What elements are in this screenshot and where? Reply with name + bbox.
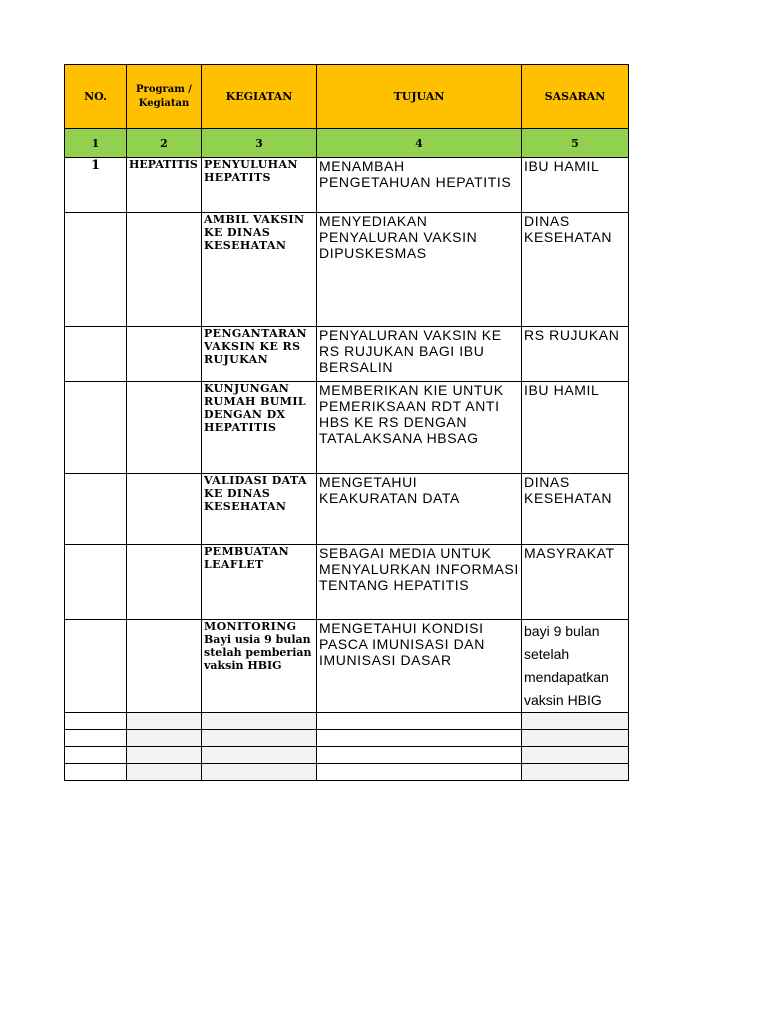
table-row [65, 158, 629, 213]
empty-cell [127, 713, 202, 730]
row-tujuan: MENYEDIAKAN PENYALURAN VAKSIN DIPUSKESMAS [317, 213, 522, 327]
column-number: 3 [202, 129, 317, 158]
row-kegiatan-title: MONITORING [204, 620, 297, 633]
row-sasaran: IBU HAMIL [522, 382, 629, 474]
table-row [65, 474, 629, 545]
row-sasaran: RS RUJUKAN [522, 327, 629, 382]
empty-cell [127, 747, 202, 764]
row-program [127, 327, 202, 382]
empty-row [65, 730, 629, 747]
empty-cell [65, 730, 127, 747]
header-row [65, 65, 629, 129]
row-program [127, 474, 202, 545]
empty-cell [317, 764, 522, 781]
row-program [127, 382, 202, 474]
row-kegiatan: KUNJUNGAN RUMAH BUMIL DENGAN DX HEPATITIS [202, 382, 317, 474]
activity-table [64, 64, 629, 781]
empty-cell [202, 730, 317, 747]
empty-cell [65, 747, 127, 764]
empty-cell [317, 713, 522, 730]
row-no [65, 213, 127, 327]
header-sasaran: SASARAN [522, 65, 629, 129]
row-program [127, 213, 202, 327]
row-no [65, 545, 127, 620]
row-sasaran: DINAS KESEHATAN [522, 213, 629, 327]
column-number: 1 [65, 129, 127, 158]
row-tujuan: MENGETAHUI KEAKURATAN DATA [317, 474, 522, 545]
empty-cell [202, 713, 317, 730]
table-row [65, 545, 629, 620]
row-tujuan: PENYALURAN VAKSIN KE RS RUJUKAN BAGI IBU BERSALIN [317, 327, 522, 382]
table-row [65, 327, 629, 382]
row-tujuan: MENAMBAH PENGETAHUAN HEPATITIS [317, 158, 522, 213]
row-no [65, 327, 127, 382]
row-program [127, 545, 202, 620]
header-tujuan: TUJUAN [317, 65, 522, 129]
row-tujuan: MENGETAHUI KONDISI PASCA IMUNISASI DAN IMUNISASI DASAR [317, 620, 522, 713]
table-row [65, 620, 629, 713]
row-program: HEPATITIS [127, 158, 202, 213]
row-no [65, 474, 127, 545]
empty-cell [522, 730, 629, 747]
empty-cell [65, 713, 127, 730]
row-sasaran: DINAS KESEHATAN [522, 474, 629, 545]
row-program [127, 620, 202, 713]
row-no [65, 382, 127, 474]
row-kegiatan: PENGANTARAN VAKSIN KE RS RUJUKAN [202, 327, 317, 382]
row-sasaran: bayi 9 bulan setelah mendapatkan vaksin HBIG [522, 620, 629, 713]
table-row [65, 213, 629, 327]
empty-cell [202, 764, 317, 781]
header-kegiatan: KEGIATAN [202, 65, 317, 129]
row-no [65, 620, 127, 713]
row-sasaran: MASYRAKAT [522, 545, 629, 620]
row-kegiatan: PEMBUATAN LEAFLET [202, 545, 317, 620]
row-no: 1 [65, 158, 127, 213]
empty-cell [317, 747, 522, 764]
column-number: 5 [522, 129, 629, 158]
header-program: Program / Kegiatan [127, 65, 202, 129]
empty-cell [522, 764, 629, 781]
empty-cell [127, 764, 202, 781]
row-tujuan: SEBAGAI MEDIA UNTUK MENYALURKAN INFORMASI TENTANG HEPATITIS [317, 545, 522, 620]
empty-row [65, 747, 629, 764]
row-kegiatan: AMBIL VAKSIN KE DINAS KESEHATAN [202, 213, 317, 327]
row-kegiatan [202, 620, 317, 713]
row-sasaran: IBU HAMIL [522, 158, 629, 213]
row-kegiatan: VALIDASI DATA KE DINAS KESEHATAN [202, 474, 317, 545]
column-number: 4 [317, 129, 522, 158]
empty-row [65, 713, 629, 730]
empty-row [65, 764, 629, 781]
row-kegiatan: PENYULUHAN HEPATITS [202, 158, 317, 213]
table-row [65, 382, 629, 474]
empty-cell [522, 747, 629, 764]
column-number: 2 [127, 129, 202, 158]
empty-cell [317, 730, 522, 747]
empty-cell [65, 764, 127, 781]
empty-cell [522, 713, 629, 730]
header-no: NO. [65, 65, 127, 129]
empty-cell [127, 730, 202, 747]
empty-cell [202, 747, 317, 764]
row-tujuan: MEMBERIKAN KIE UNTUK PEMERIKSAAN RDT ANTI HBS KE RS DENGAN TATALAKSANA HBSAG [317, 382, 522, 474]
row-kegiatan-subtitle: Bayi usia 9 bulan stelah pemberian vaksin HBIG [204, 633, 312, 672]
column-number-row [65, 129, 629, 158]
